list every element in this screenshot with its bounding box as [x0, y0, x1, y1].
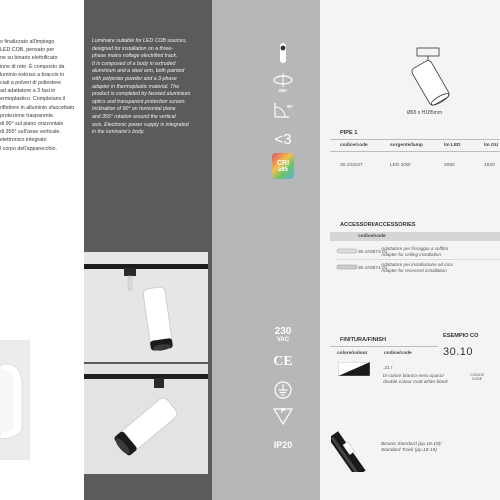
table-header-code: codice/code: [340, 143, 368, 148]
icon-column: [212, 0, 320, 500]
product-photo-2: [84, 364, 208, 474]
recessed-adapter-icon: [336, 262, 358, 272]
tilt-90-icon: [270, 98, 296, 122]
voltage-unit: VAC: [276, 336, 290, 343]
rotation-355-icon: [270, 68, 296, 96]
table-cell-lamp: LED 20W: [390, 163, 411, 168]
ground-icon: [270, 378, 296, 402]
example-title: ESEMPIO CO: [443, 333, 479, 339]
rotation-value: 355°: [278, 87, 288, 93]
track-image: [331, 418, 379, 472]
product-photo-1: [84, 252, 208, 362]
ip-rating-text: IP20: [273, 440, 293, 450]
divider: [330, 139, 500, 140]
accessories-code-header: codice/code: [358, 234, 386, 239]
divider: [330, 151, 500, 152]
table-cell-code: 30.103107: [340, 163, 363, 168]
cri-label: CRI: [276, 159, 290, 167]
ce-mark-icon: [270, 350, 296, 374]
f-mark-icon: [270, 404, 296, 428]
technical-drawing: [395, 42, 465, 108]
table-header-lm-led: lm LED: [444, 143, 461, 148]
ugr-icon: [270, 126, 296, 152]
ip-rating-icon: [270, 432, 296, 458]
finish-description: bi-colore bianco-nero opaco/ double colour matt white-black: [383, 374, 448, 385]
accessories-header-bar: [330, 232, 500, 241]
example-code: 30.10: [443, 346, 474, 358]
voltage-icon: [270, 322, 296, 348]
finish-header-colour: colore/colour: [337, 351, 368, 356]
table-cell-lm-led: 2050: [444, 163, 455, 168]
ugr-value: <3: [274, 130, 292, 148]
voltage-value: 230: [274, 325, 292, 337]
divider: [330, 346, 438, 347]
cri-icon: [270, 152, 296, 180]
rotation-axis-icon: [270, 40, 296, 66]
ceiling-adapter-icon: [336, 246, 358, 256]
cri-value: ≥85: [278, 166, 288, 173]
f-mark-text: F: [280, 408, 286, 415]
italian-description: o finalizzato all'impiego LED COB, pensato per ne su binario elettrificato ione di rete. È composto da luminio estruso a braccio in ciati a polveri di poliestere ad adattatore a 3 fasi in ermoplastico. Completano il riflettore in alluminio sfaccettato protezione trasparente. di 90° sul piano orizzontale di 355° sull'asse verticale. elettronico integrato l corpo dell'apparecchio.: [0, 39, 75, 152]
left-column: [0, 0, 84, 500]
table-header-lamp: sorgente/lamp: [390, 143, 423, 148]
table-cell-lm-out: 1620: [484, 163, 495, 168]
ce-mark-text: CE: [273, 354, 293, 369]
finish-code: .21 /: [383, 366, 393, 371]
accessories-title: ACCESSORI/ACCESSORIES: [340, 222, 416, 228]
finish-title: FINITURA/FINISH: [340, 337, 386, 343]
product-title: PIPE 1: [340, 130, 358, 136]
track-caption: Binario Standard (pp.18-19)/ Standard Track (pp.18-19): [381, 442, 442, 453]
accessory-description-1: Adattatore per fissaggio a soffitto Adapter for ceiling installation: [381, 246, 449, 257]
divider: [336, 259, 500, 260]
fixture-closeup-image: [0, 340, 30, 460]
finish-header-code: codice/code: [384, 351, 412, 356]
example-caption: CODICE CODE: [470, 373, 484, 381]
accessory-description-2: Adattatore per installazione ad inca Adapter for recessed installation: [381, 262, 453, 273]
accessory-code-1: 30.103673.01: [358, 250, 388, 255]
accessory-code-2: 30.103674.01: [358, 266, 388, 271]
english-description: Luminaire suitable for LED COB sources, designed for installation on a three- phase mains voltage electrified track. It is composed of a body in extruded aluminium and a steel arm, both painted with polyester powder and a 3-phase adapter in thermoplastic material. The product is completed by faceted aluminium optics and transparent protection screen. Inclination of 90° on horizontal plane and 355° rotation around the vertical axis. Electronic power supply is integrated in the luminaire's body.: [92, 38, 191, 136]
table-header-lm-out: lm OU: [484, 143, 499, 148]
dimensions-label: Ø65 x H185mm: [407, 110, 443, 116]
tilt-value: 90°: [287, 104, 294, 109]
cri-badge: [272, 153, 294, 179]
finish-swatch: [338, 362, 370, 376]
